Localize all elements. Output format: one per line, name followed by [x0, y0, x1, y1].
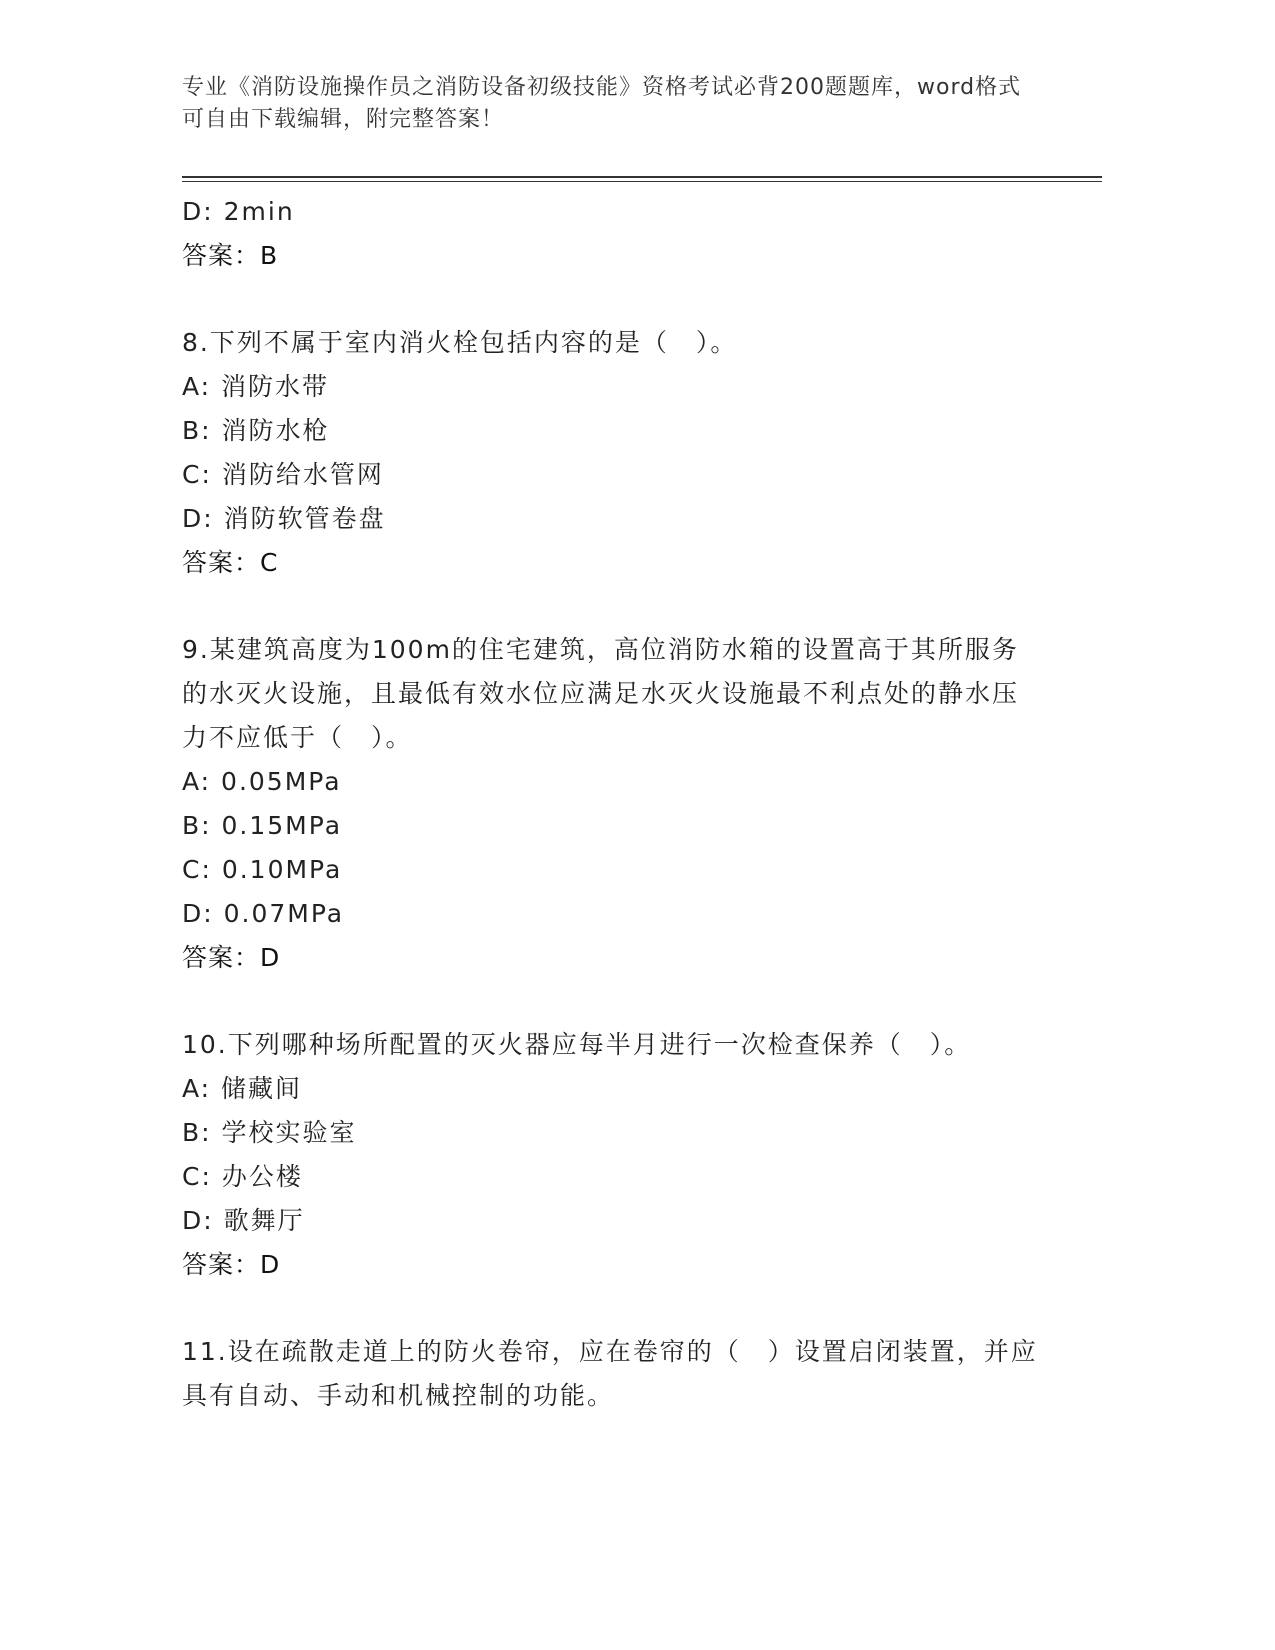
option-b: B: 消防水枪 [182, 416, 330, 445]
option-d: D: 歌舞厅 [182, 1206, 305, 1235]
answer-line: 答案：D [182, 943, 281, 972]
option-b: B: 0.15MPa [182, 811, 343, 840]
spacer [182, 1287, 1042, 1330]
option-d: D: 消防软管卷盘 [182, 504, 386, 533]
option-d: D: 0.07MPa [182, 899, 345, 928]
option-a: A: 消防水带 [182, 372, 330, 401]
answer-line: 答案：D [182, 1250, 281, 1279]
question-stem: 10.下列哪种场所配置的灭火器应每半月进行一次检查保养（ ）。 [182, 1030, 972, 1059]
option-c: C: 0.10MPa [182, 855, 343, 884]
spacer [182, 585, 1042, 628]
answer-line: 答案：C [182, 548, 279, 577]
option-c: C: 办公楼 [182, 1162, 303, 1191]
question-stem: 9.某建筑高度为100m的住宅建筑，高位消防水箱的设置高于其所服务的水灭火设施，且最低有效水位应满足水灭火设施最不利点处的静水压力不应低于（ ）。 [182, 635, 1020, 752]
question-10 [182, 1023, 1042, 1287]
option-a: A: 0.05MPa [182, 767, 342, 796]
header-divider-thin [182, 181, 1102, 182]
document-header: 专业《消防设施操作员之消防设备初级技能》资格考试必背200题题库，word格式可自由下载编辑，附完整答案！ [182, 75, 1022, 132]
spacer [182, 278, 1042, 321]
question-stem: 8.下列不属于室内消火栓包括内容的是（ ）。 [182, 328, 738, 357]
question-stem: 11.设在疏散走道上的防火卷帘，应在卷帘的（ ）设置启闭装置，并应具有自动、手动和机械控制的功能。 [182, 1337, 1038, 1410]
option-b: B: 学校实验室 [182, 1118, 357, 1147]
option-d: D: 2min [182, 197, 295, 226]
option-a: A: 储藏间 [182, 1074, 303, 1103]
previous-question-tail [182, 190, 1042, 278]
question-8 [182, 321, 1042, 585]
header-divider-thick [182, 176, 1102, 178]
spacer [182, 980, 1042, 1023]
question-11 [182, 1330, 1042, 1418]
question-list [182, 190, 1042, 1418]
option-c: C: 消防给水管网 [182, 460, 384, 489]
question-9 [182, 628, 1042, 980]
answer-line: 答案：B [182, 241, 279, 270]
